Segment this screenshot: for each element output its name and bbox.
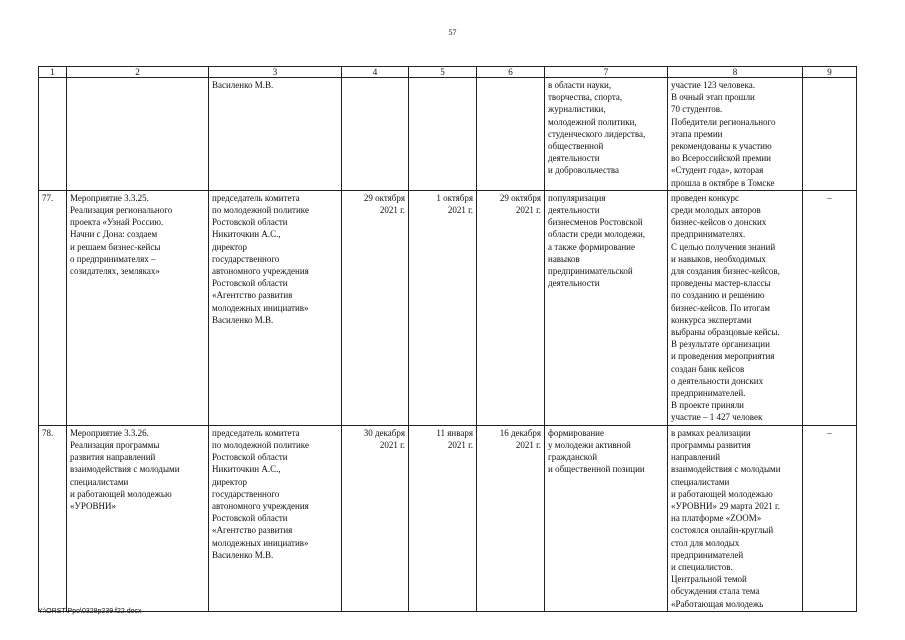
column-header: 4	[342, 67, 409, 78]
page-number: 57	[448, 28, 457, 37]
column-header: 5	[409, 67, 477, 78]
end-date-cell: 16 декабря 2021 г.	[477, 425, 545, 611]
row-number: 77.	[39, 190, 67, 425]
table-row	[39, 425, 857, 611]
row-number	[39, 78, 67, 191]
column-header: 3	[209, 67, 342, 78]
note-cell: –	[803, 190, 857, 425]
goal-cell: популяризация деятельности бизнесменов Ростовской области среди молодежи, а также формирование навыков предпринимательской деятельности	[545, 190, 668, 425]
event-cell: Мероприятие 3.3.25. Реализация регионального проекта «Узнай Россию. Начни с Дона: создаем и решаем бизнес-кейсы о предпринимателях – созидателях, земляках»	[67, 190, 209, 425]
column-header: 2	[67, 67, 209, 78]
file-path-footer: Y:\ORST\Ppo\0328p239.f22.docx	[38, 608, 142, 615]
responsible-cell: председатель комитета по молодежной политике Ростовской области Никиточкин А.С., директор государственного автономного учреждения Ростовской области «Агентство развития молодежных инициатив» Василенко М.В.	[209, 190, 342, 425]
plan-date-cell	[342, 78, 409, 191]
result-cell: проведен конкурс среди молодых авторов бизнес-кейсов о донских предпринимателях. С целью получения знаний и навыков, необходимых для создания бизнес-кейсов, проведены мастер-классы по созданию и решению бизнес-кейсов. По итогам конкурса экспертами выбраны образцовые кейсы. В результате организации и проведения мероприятия создан банк кейсов о деятельности донских предпринимателей. В проекте приняли участие – 1 427 человек	[668, 190, 803, 425]
start-date-cell	[409, 78, 477, 191]
table-row	[39, 78, 857, 191]
column-header: 9	[803, 67, 857, 78]
column-header: 8	[668, 67, 803, 78]
result-cell: участие 123 человека. В очный этап прошли 70 студентов. Победители регионального этапа премии рекомендованы к участию во Всероссийской премии «Студент года», которая прошла в октябре в Томске	[668, 78, 803, 191]
goal-cell: формирование у молодежи активной гражданской и общественной позиции	[545, 425, 668, 611]
plan-date-cell: 30 декабря 2021 г.	[342, 425, 409, 611]
note-cell: –	[803, 425, 857, 611]
table-row	[39, 190, 857, 425]
end-date-cell	[477, 78, 545, 191]
event-cell	[67, 78, 209, 191]
start-date-cell: 1 октября 2021 г.	[409, 190, 477, 425]
responsible-cell: председатель комитета по молодежной политике Ростовской области Никиточкин А.С., директор государственного автономного учреждения Ростовской области «Агентство развития молодежных инициатив» Василенко М.В.	[209, 425, 342, 611]
row-number: 78.	[39, 425, 67, 611]
event-cell: Мероприятие 3.3.26. Реализация программы развития направлений взаимодействия с молодыми специалистами и работающей молодежью «УРОВНИ»	[67, 425, 209, 611]
column-header: 1	[39, 67, 67, 78]
header-row	[39, 67, 857, 78]
column-header: 7	[545, 67, 668, 78]
result-cell: в рамках реализации программы развития направлений взаимодействия с молодыми специалистами и работающей молодежью «УРОВНИ» 29 марта 2021 г. на платформе «ZOOM» состоялся онлайн-круглый стол для молодых предпринимателей и специалистов. Центральной темой обсуждения стала тема «Работающая молодежь	[668, 425, 803, 611]
goal-cell: в области науки, творчества, спорта, журналистики, молодежной политики, студенческого лидерства, общественной деятельности и добровольчества	[545, 78, 668, 191]
end-date-cell: 29 октября 2021 г.	[477, 190, 545, 425]
report-table	[38, 66, 857, 612]
plan-date-cell: 29 октября 2021 г.	[342, 190, 409, 425]
note-cell	[803, 78, 857, 191]
column-header: 6	[477, 67, 545, 78]
start-date-cell: 11 января 2021 г.	[409, 425, 477, 611]
responsible-cell: Василенко М.В.	[209, 78, 342, 191]
